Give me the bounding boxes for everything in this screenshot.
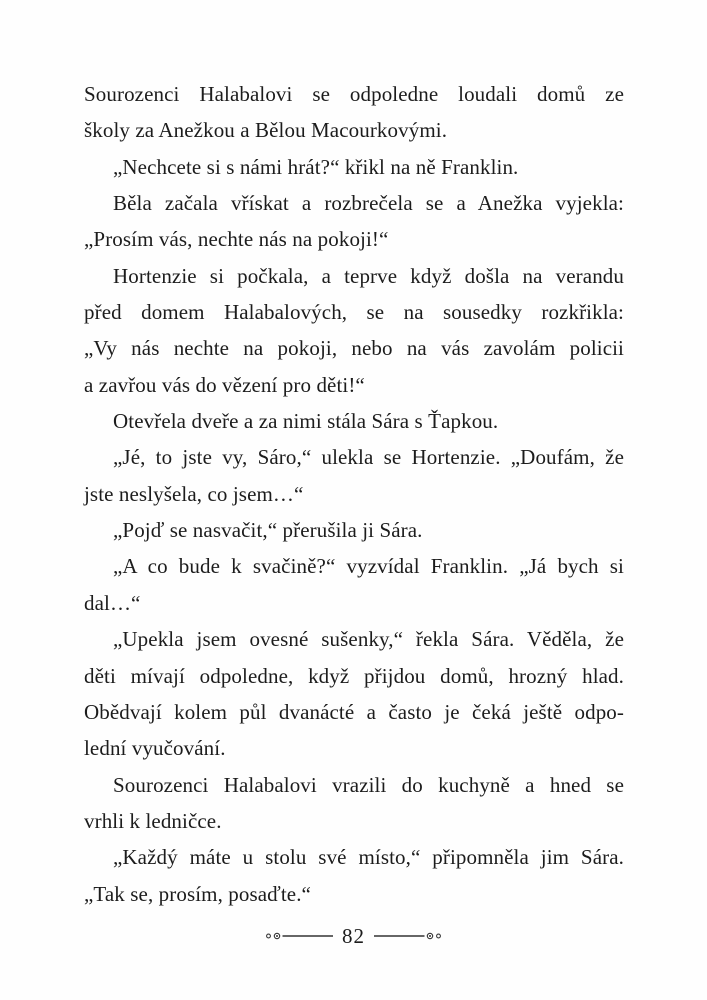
text-line: Hortenzie si počkala, a teprve když došla na verandu (113, 263, 624, 288)
text-line: školy za Anežkou a Bělou Macourkovými. (84, 118, 448, 143)
text-line: Obědvají kolem půl dvanácté a často je čeká ještě odpo- (84, 699, 624, 724)
text-line: Běla začala vřískat a rozbrečela se a Anežka vyjekla: (113, 191, 624, 216)
text-line: před domem Halabalových, se na sousedky rozkřikla: (84, 300, 624, 325)
text-line: „Tak se, prosím, posaďte.“ (84, 881, 311, 906)
page-number: 82 (342, 924, 365, 948)
text-line: „Nechcete si s námi hrát?“ křikl na ně Franklin. (113, 154, 519, 179)
text-line: „Pojď se nasvačit,“ přerušila ji Sára. (113, 518, 423, 543)
text-line: a zavřou vás do vězení pro děti!“ (84, 372, 365, 397)
text-line: „Každý máte u stolu své místo,“ připomněla jim Sára. (113, 845, 624, 870)
text-line: „A co bude k svačině?“ vyzvídal Franklin. „Já bych si (113, 554, 624, 579)
text-line: „Upekla jsem ovesné sušenky,“ řekla Sára. Věděla, že (113, 627, 624, 652)
text-line: lední vyučování. (84, 736, 226, 761)
text-line: Sourozenci Halabalovi vrazili do kuchyně a hned se (113, 772, 624, 797)
text-line: Sourozenci Halabalovi se odpoledne loudali domů ze (84, 82, 624, 106)
text-line: děti mívají odpoledne, když přijdou domů, hrozný hlad. (84, 663, 624, 688)
text-line: „Vy nás nechte na pokoji, nebo na vás zavolám policii (84, 336, 624, 361)
text-line: „Jé, to jste vy, Sáro,“ ulekla se Hortenzie. „Doufám, že (113, 445, 624, 470)
page-footer (0, 920, 707, 952)
text-line: Otevřela dveře a za nimi stála Sára s Ťapkou. (113, 409, 499, 434)
text-line: dal…“ (84, 590, 141, 615)
text-line: „Prosím vás, nechte nás na pokoji!“ (84, 227, 389, 252)
left-flourish-icon (265, 930, 333, 942)
text-line: jste neslyšela, co jsem…“ (84, 481, 304, 506)
right-flourish-icon (374, 930, 442, 942)
text-line: vrhli k ledničce. (84, 808, 222, 833)
page-text (84, 76, 624, 912)
